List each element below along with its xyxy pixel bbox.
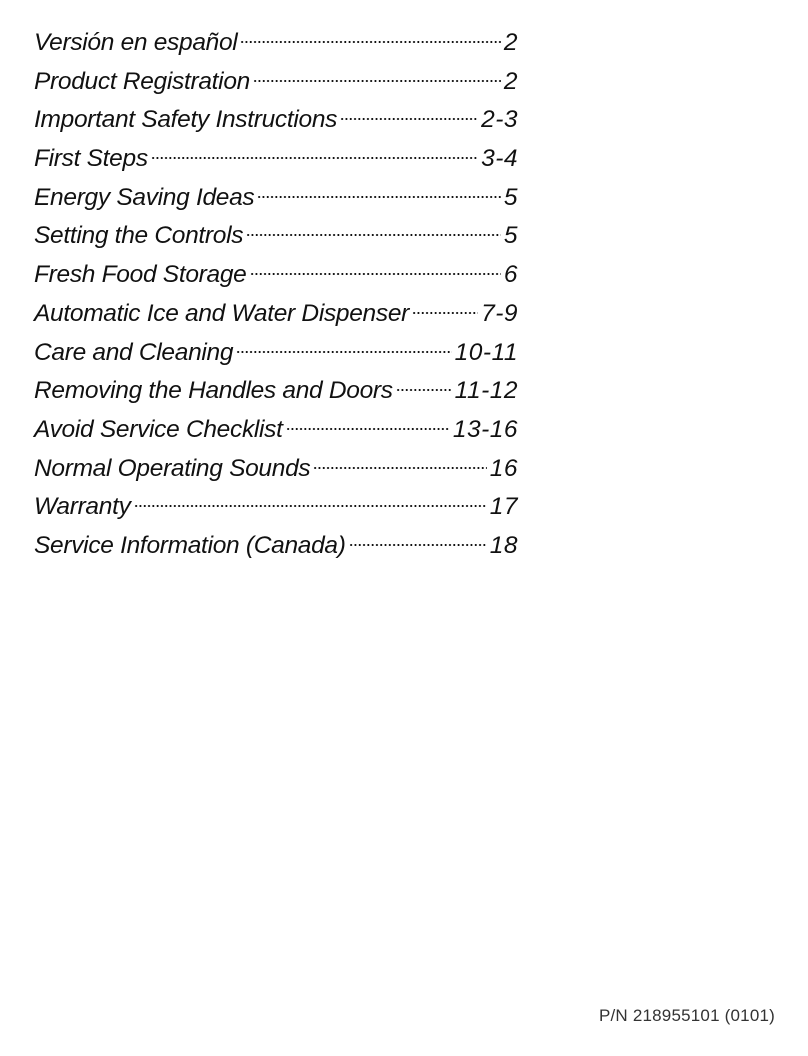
toc-entry-title: Avoid Service Checklist: [34, 415, 283, 443]
toc-entry-page: 2-3: [481, 106, 518, 134]
toc-entry-normal-operating-sounds: [34, 450, 518, 489]
toc-entry-automatic-ice-and-water-dispenser: [34, 295, 518, 334]
toc-entry-page: 5: [503, 183, 518, 211]
toc-entry-title: Normal Operating Sounds: [34, 454, 311, 482]
toc-entry-title: First Steps: [34, 145, 148, 173]
toc-entry-page: 11-12: [454, 377, 518, 405]
toc-entry-setting-the-controls: [34, 217, 518, 256]
dot-leader: [286, 427, 450, 431]
dot-leader: [349, 543, 487, 547]
toc-entry-removing-the-handles-and-doors: [34, 372, 518, 411]
toc-entry-page: 10-11: [454, 338, 518, 366]
toc-entry-title: Energy Saving Ideas: [34, 183, 255, 211]
dot-leader: [246, 233, 501, 237]
dot-leader: [412, 311, 478, 315]
toc-entry-page: 6: [503, 261, 518, 289]
dot-leader: [151, 156, 478, 160]
dot-leader: [240, 40, 500, 44]
dot-leader: [134, 504, 487, 508]
toc-entry-title: Warranty: [34, 493, 131, 521]
dot-leader: [313, 466, 486, 470]
part-number: P/N 218955101 (0101): [598, 1006, 775, 1025]
dot-leader: [236, 350, 451, 354]
dot-leader: [257, 195, 500, 199]
toc-entry-page: 7-9: [481, 299, 518, 327]
dot-leader: [250, 272, 501, 276]
toc-entry-avoid-service-checklist: [34, 411, 518, 450]
toc-entry-title: Removing the Handles and Doors: [34, 377, 393, 405]
toc-entry-page: 18: [489, 531, 518, 559]
toc-entry-title: Important Safety Instructions: [34, 106, 338, 134]
toc-entry-page: 3-4: [481, 145, 518, 173]
toc-entry-title: Care and Cleaning: [34, 338, 234, 366]
toc-entry-version-en-espanol: [34, 24, 518, 63]
toc-entry-energy-saving-ideas: [34, 179, 518, 218]
toc-entry-page: 5: [503, 222, 518, 250]
toc-entry-page: 13-16: [452, 415, 518, 443]
toc-entry-title: Versión en español: [34, 29, 238, 56]
toc-entry-title: Service Information (Canada): [34, 531, 346, 559]
dot-leader: [396, 388, 452, 392]
toc-entry-warranty: [34, 488, 518, 527]
toc-entry-page: 16: [489, 454, 518, 482]
toc-entry-product-registration: [34, 63, 518, 102]
dot-leader: [253, 79, 501, 83]
toc-entry-page: 2: [503, 67, 518, 95]
toc-entry-page: 17: [489, 493, 518, 521]
toc-entry-title: Automatic Ice and Water Dispenser: [34, 299, 410, 327]
toc-entry-title: Fresh Food Storage: [34, 261, 247, 289]
toc-entry-title: Setting the Controls: [34, 222, 244, 250]
dot-leader: [340, 117, 478, 121]
toc-entry-fresh-food-storage: [34, 256, 518, 295]
toc-entry-first-steps: [34, 140, 518, 179]
toc-entry-service-information-canada: [34, 527, 518, 566]
toc-entry-title: Product Registration: [34, 67, 250, 95]
table-of-contents: [34, 24, 518, 566]
toc-entry-important-safety-instructions: [34, 101, 518, 140]
toc-entry-page: 2: [503, 29, 518, 56]
toc-entry-care-and-cleaning: [34, 334, 518, 373]
